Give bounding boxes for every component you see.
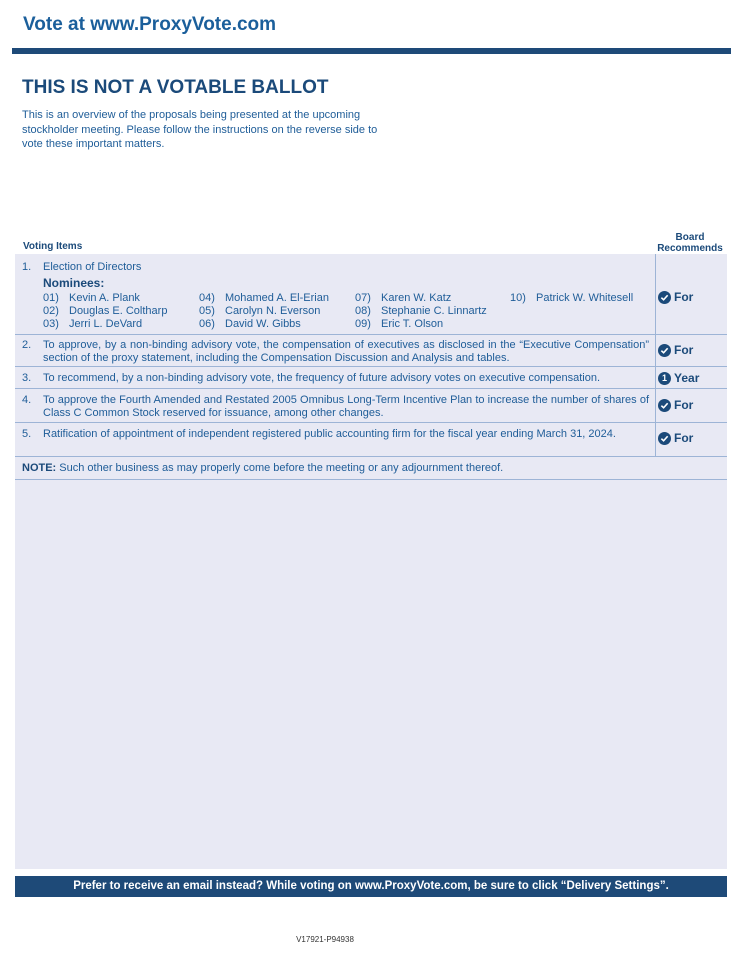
ballot-intro: This is an overview of the proposals being presented at the upcoming stockholder meeting. Please follow the instructions on the reverse side to vote these important matters.: [22, 109, 378, 150]
proposal-number: 4.: [22, 394, 32, 406]
proposal-text: To approve, by a non-binding advisory vote, the compensation of executives as disclosed in the “Executive Compensation” section of the proxy statement, including the Compensation Discussion and Analysis and tables.: [43, 339, 649, 364]
nominee-number: 07): [355, 292, 371, 304]
note-label: NOTE:: [22, 462, 57, 474]
proposal-row-5: [15, 423, 727, 457]
header-title: Vote at www.ProxyVote.com: [23, 14, 277, 35]
recommendation-column-divider: [655, 254, 656, 457]
nominee-number: 01): [43, 292, 59, 304]
nominee: [199, 318, 301, 330]
badge-number: 1: [661, 372, 667, 383]
ballot-title: THIS IS NOT A VOTABLE BALLOT: [22, 77, 329, 98]
number-one-badge-icon: [658, 372, 671, 385]
proposal-number: 5.: [22, 428, 32, 440]
recommendation-2: [658, 343, 693, 357]
recommendation-label: For: [674, 431, 694, 445]
nominee: [355, 292, 451, 304]
note-row-divider: [15, 457, 727, 480]
nominee-number: 06): [199, 318, 215, 330]
proposal-row-4: [15, 389, 727, 423]
nominee-name: Mohamed A. El-Erian: [225, 292, 329, 304]
nominee-name: Kevin A. Plank: [69, 292, 140, 304]
nominee-number: 02): [43, 305, 59, 317]
nominee-name: Karen W. Katz: [381, 292, 452, 304]
nominee-number: 05): [199, 305, 215, 317]
nominee: [43, 292, 140, 304]
nominee-name: Stephanie C. Linnartz: [381, 305, 487, 317]
nominees-heading: Nominees:: [43, 276, 105, 290]
nominee-name: Douglas E. Coltharp: [69, 305, 168, 317]
proposal-text: Election of Directors: [43, 261, 142, 273]
check-circle-icon: [658, 432, 671, 445]
nominee: [199, 305, 320, 317]
proposal-text: To recommend, by a non-binding advisory vote, the frequency of future advisory votes on executive compensation.: [43, 372, 601, 384]
nominee-number: 04): [199, 292, 215, 304]
proposal-row-3: [15, 367, 727, 389]
nominee-name: Patrick W. Whitesell: [536, 292, 634, 304]
nominee-number: 10): [510, 292, 526, 304]
delivery-settings-banner: Prefer to receive an email instead? While voting on www.ProxyVote.com, be sure to click “Delivery Settings”.: [15, 876, 727, 897]
nominee-number: 03): [43, 318, 59, 330]
nominee: [355, 318, 443, 330]
recommendation-label: Year: [674, 371, 700, 385]
board-recommends-header: [652, 232, 728, 254]
proposal-number: 3.: [22, 372, 32, 384]
recommendation-3: [658, 371, 699, 385]
board-header-line-1: Board: [675, 232, 705, 243]
nominee: [43, 305, 167, 317]
proposal-text: Ratification of appointment of independent registered public accounting firm for the fiscal year ending March 31, 2024.: [43, 428, 616, 440]
recommendation-5: [658, 431, 693, 445]
recommendation-label: For: [674, 343, 694, 357]
board-header-line-2: Recommends: [657, 243, 723, 254]
proposal-text: To approve the Fourth Amended and Restated 2005 Omnibus Long-Term Incentive Plan to increase the number of shares of Class C Common Stock reserved for issuance, among other changes.: [43, 394, 649, 419]
nominee-name: Jerri L. DeVard: [69, 318, 143, 330]
nominee: [199, 292, 329, 304]
nominee: [355, 305, 487, 317]
document-code: V17921-P94938: [296, 935, 354, 944]
nominee: [43, 318, 142, 330]
note-text: Such other business as may properly come before the meeting or any adjournment thereof.: [59, 462, 504, 474]
proposal-row-1: [15, 254, 727, 335]
check-circle-icon: [658, 399, 671, 412]
header-bar: [12, 48, 731, 54]
recommendation-label: For: [674, 398, 694, 412]
nominee-number: 09): [355, 318, 371, 330]
proposal-number: 1.: [22, 261, 32, 273]
voting-items-header: Voting Items: [23, 241, 83, 252]
recommendation-1: [658, 290, 693, 304]
check-circle-icon: [658, 344, 671, 357]
nominee-name: David W. Gibbs: [225, 318, 301, 330]
proposal-row-2: [15, 335, 727, 367]
nominee-name: Carolyn N. Everson: [225, 305, 321, 317]
recommendation-label: For: [674, 290, 694, 304]
check-circle-icon: [658, 291, 671, 304]
proposal-number: 2.: [22, 339, 32, 351]
nominee: [510, 292, 633, 304]
recommendation-4: [658, 398, 693, 412]
nominee-name: Eric T. Olson: [381, 318, 444, 330]
nominee-number: 08): [355, 305, 371, 317]
